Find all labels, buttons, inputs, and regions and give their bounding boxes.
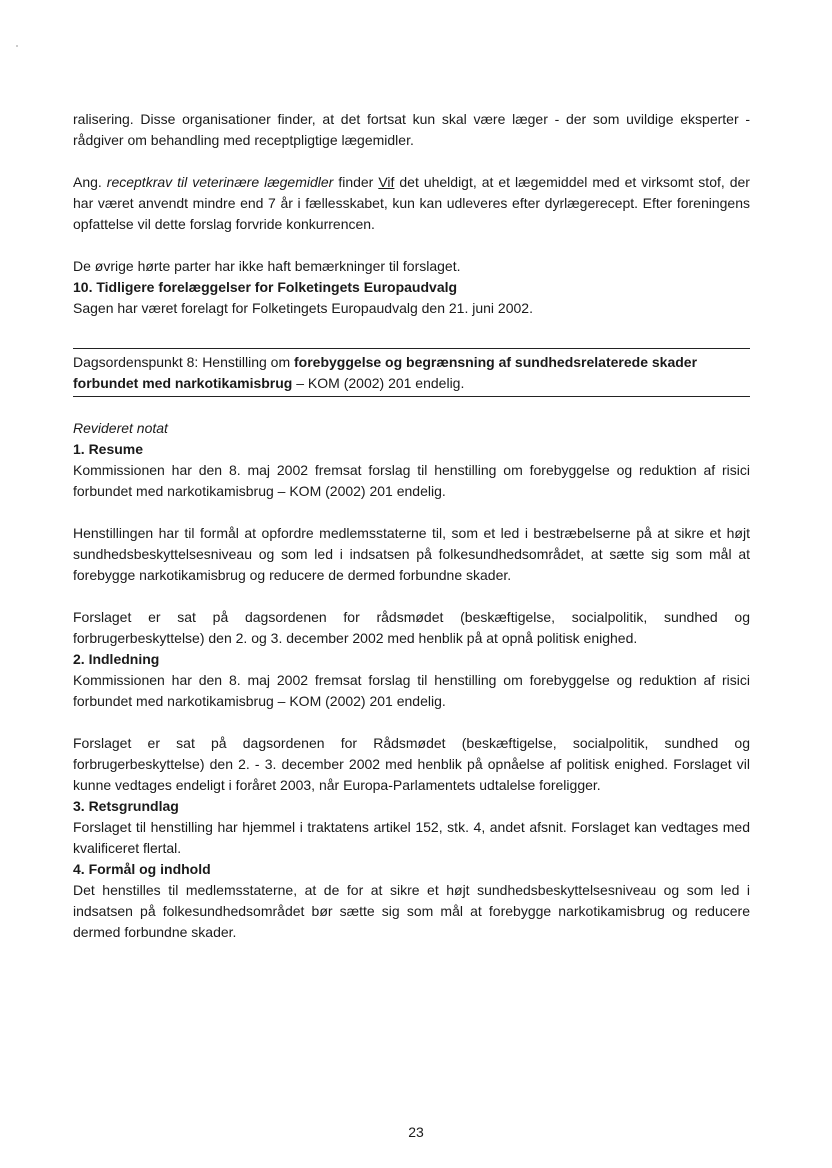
vet-underlined-org: Vif [378,174,395,190]
section-1-paragraph-2: Henstillingen har til formål at opfordre medlemsstaterne til, som et led i bestræbelserne på at sikre et højt sundhedsbeskyttelsesniveau og som led i indsatsen på folkesundhedsområdet, at sætte sig som mål at forebygge narkotikamisbrug og reducere de dermed forbundne skader. [73,525,750,583]
section-1-paragraph-1: Kommissionen har den 8. maj 2002 fremsat forslag til henstilling om forebyggelse og reduktion af risici forbundet med narkotikamisbrug – KOM (2002) 201 endelig. [73,462,750,499]
agenda-suffix: – KOM (2002) 201 endelig. [292,375,465,391]
section-3-paragraph-1: Forslaget til henstilling har hjemmel i traktatens artikel 152, stk. 4, andet afsnit. Forslaget kan vedtages med kvalificeret flertal. [73,819,750,856]
agenda-item-box [73,348,750,397]
document-page [73,109,750,943]
vet-rest: det uheldigt, at et lægemiddel med et virksomt stof, der har været anvendt mindre end 7 år i fællesskabet, kun kan udleveres efter dyrlægerecept. Efter foreningens opfattelse vil dette forslag forvride konkurrencen. [73,174,750,232]
page-number: 23 [408,1124,424,1140]
section-3-heading: 3. Retsgrundlag [73,798,179,814]
section-4-heading: 4. Formål og indhold [73,861,211,877]
revised-note-label: Revideret notat [73,420,168,436]
section-2-paragraph-2: Forslaget er sat på dagsordenen for Rådsmødet (beskæftigelse, socialpolitik, sundhed og forbrugerbeskyttelse) den 2. - 3. december 2002 med henblik på opnåelse af politisk enighed. Forslaget vil kunne vedtages endeligt i foråret 2003, når Europa-Parlamentets udtalelse foreligger. [73,735,750,793]
scan-speck [16,45,18,47]
vet-prefix: Ang. [73,174,107,190]
section-10-text: Sagen har været forelagt for Folketingets Europaudvalg den 21. juni 2002. [73,300,533,316]
vet-mid: finder [333,174,379,190]
agenda-prefix: Dagsordenspunkt 8: Henstilling om [73,354,295,370]
others-paragraph: De øvrige hørte parter har ikke haft bemærkninger til forslaget. [73,258,461,274]
veterinary-paragraph [73,172,750,235]
intro-paragraph: ralisering. Disse organisationer finder, at det fortsat kun skal være læger - der som uvildige eksperter - rådgiver om behandling med receptpligtige lægemidler. [73,111,750,148]
section-10-heading: 10. Tidligere forelæggelser for Folketingets Europaudvalg [73,279,458,295]
section-1-heading: 1. Resume [73,441,144,457]
vet-italic-term: receptkrav til veterinære lægemidler [106,174,334,190]
section-2-heading: 2. Indledning [73,651,160,667]
section-1-paragraph-3: Forslaget er sat på dagsordenen for rådsmødet (beskæftigelse, socialpolitik, sundhed og forbrugerbeskyttelse) den 2. og 3. december 2002 med henblik på at opnå politisk enighed. [73,609,750,646]
section-4-paragraph-1: Det henstilles til medlemsstaterne, at de for at sikre et højt sundhedsbeskyttelsesniveau og som led i indsatsen på folkesundhedsområdet bør sætte sig som mål at forebygge narkotikamisbrug og reducere dermed forbundne skader. [73,882,750,940]
agenda-bold-title: forebyggelse og begrænsning af sundhedsrelaterede skader forbundet med narkotikamisbrug [73,354,698,391]
section-2-paragraph-1: Kommissionen har den 8. maj 2002 fremsat forslag til henstilling om forebyggelse og reduktion af risici forbundet med narkotikamisbrug – KOM (2002) 201 endelig. [73,672,750,709]
